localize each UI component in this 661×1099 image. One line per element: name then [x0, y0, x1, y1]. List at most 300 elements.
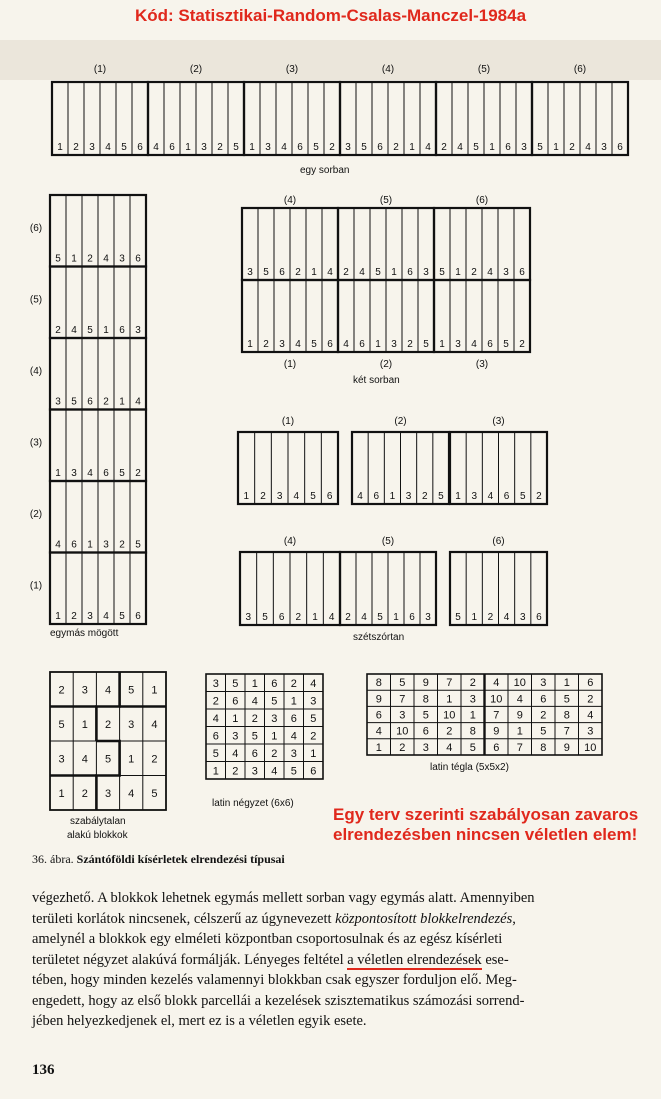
grid-cell: 4 [212, 712, 219, 725]
grid-cell: 7 [446, 677, 453, 690]
plot-number: 2 [73, 142, 79, 153]
block-label: (2) [189, 64, 203, 75]
grid-cell: 4 [251, 695, 258, 708]
caption-latin-tegla: latin tégla (5x5x2) [430, 762, 509, 773]
grid-cell: 3 [469, 693, 476, 706]
plot-number: 3 [391, 339, 397, 350]
plot-number: 3 [455, 339, 461, 350]
plot-number: 5 [55, 253, 61, 265]
figure-caption-title: Szántóföldi kísérletek elrendezési típusai [76, 852, 285, 866]
plot-number: 2 [295, 267, 301, 278]
plot-number: 4 [359, 267, 365, 278]
plot-number: 1 [375, 339, 381, 350]
plot-number: 5 [87, 325, 93, 336]
body-line-3: amelynél a blokkok egy elméleti központban csoportosulnak és az egész kísérleti [32, 931, 503, 947]
body-line-4c: ese- [481, 951, 509, 968]
plot-number: 5 [310, 491, 316, 502]
caption-ket-sorban: két sorban [353, 375, 400, 386]
plot-number: 6 [327, 339, 333, 350]
latin-negyzet-layout [206, 674, 323, 779]
plot-number: 4 [105, 142, 111, 153]
body-line-4-highlight: a véletlen elrendezések [347, 951, 482, 968]
grid-cell: 5 [271, 695, 278, 708]
plot-number: 4 [585, 142, 591, 153]
grid-cell: 1 [375, 741, 382, 754]
plot-number: 4 [293, 491, 300, 502]
plot-number: 5 [121, 142, 127, 153]
plot-number: 6 [169, 142, 175, 153]
plot-number: 6 [119, 325, 125, 336]
plot-number: 4 [103, 611, 109, 622]
plot-number: 4 [487, 491, 494, 502]
grid-cell: 6 [587, 677, 594, 690]
egymas-mogott-block [50, 553, 146, 625]
plot-number: 5 [262, 612, 268, 623]
grid-cell: 3 [271, 712, 278, 725]
grid-cell: 1 [81, 718, 88, 731]
plot-number: 3 [503, 267, 509, 278]
plot-number: 5 [438, 491, 444, 502]
grid-cell: 2 [251, 712, 258, 725]
plot-number: 3 [423, 267, 429, 278]
grid-cell: 2 [81, 787, 88, 800]
plot-number: 1 [249, 142, 255, 153]
plot-number: 1 [489, 142, 495, 153]
ket-sorban-bottom-block [434, 280, 530, 352]
plot-number: 5 [119, 611, 125, 622]
plot-number: 5 [71, 396, 77, 408]
grid-cell: 2 [399, 741, 406, 754]
egymas-mogott-block [50, 481, 146, 553]
block-label: (1) [93, 64, 107, 75]
grid-cell: 7 [563, 725, 570, 738]
block-label: (3) [285, 64, 299, 75]
plot-number: 3 [601, 142, 607, 153]
plot-number: 4 [361, 612, 367, 623]
plot-number: 6 [617, 142, 623, 153]
body-line-2c: , [512, 910, 516, 927]
grid-cell: 4 [587, 709, 594, 722]
grid-cell: 6 [251, 747, 258, 760]
block-label: (1) [29, 580, 43, 592]
grid-cell: 9 [516, 709, 523, 722]
plot-number: 3 [89, 142, 95, 153]
grid-cell: 5 [422, 709, 429, 722]
plot-number: 4 [425, 142, 431, 153]
ket-sorban-top-block [242, 208, 338, 280]
plot-number: 4 [327, 267, 333, 278]
szetszortan-bottom-block [450, 552, 547, 625]
grid-cell: 2 [104, 718, 112, 731]
plot-number: 1 [103, 325, 109, 336]
plot-number: 4 [487, 267, 493, 278]
red-note-line1: Egy terv szerinti szabályosan zavaros [333, 805, 639, 824]
grid-cell: 3 [212, 677, 219, 690]
body-line-7: jében helyezkedjenek el, mert ez is a véletlen egyik esete. [32, 1013, 367, 1029]
grid-cell: 3 [399, 709, 406, 722]
grid-cell: 3 [540, 677, 547, 690]
caption-latin-negyzet: latin négyzet (6x6) [212, 798, 294, 809]
plot-number: 5 [263, 267, 269, 278]
plot-number: 1 [243, 491, 250, 502]
plot-number: 1 [71, 253, 77, 265]
plot-number: 2 [260, 491, 266, 502]
plot-number: 5 [473, 142, 479, 153]
grid-cell: 9 [493, 725, 500, 738]
grid-cell: 1 [151, 684, 158, 697]
caption-egymas-mogott: egymás mögött [50, 628, 119, 639]
grid-cell: 1 [271, 730, 278, 743]
grid-cell: 8 [375, 677, 382, 690]
plot-number: 6 [137, 142, 143, 153]
block-label: (5) [29, 294, 43, 306]
szetszortan-bottom-block [240, 552, 340, 625]
szabalytalan-layout [50, 672, 166, 810]
plot-number: 1 [455, 491, 461, 502]
grid-cell: 7 [399, 693, 406, 706]
plot-number: 5 [375, 267, 381, 278]
grid-cell: 6 [271, 677, 278, 690]
grid-cell: 3 [422, 741, 429, 754]
body-text [32, 888, 632, 1032]
block-label: (1) [283, 359, 297, 370]
szetszortan-layout [238, 416, 547, 625]
plot-number: 2 [519, 339, 525, 350]
red-note-line2: elrendezésben nincsen véletlen elem! [333, 825, 638, 844]
figure-caption-prefix: 36. ábra. [32, 852, 74, 866]
egymas-mogott-layout [30, 195, 146, 624]
grid-cell: 2 [212, 695, 219, 708]
grid-cell: 10 [490, 693, 503, 706]
grid-cell: 2 [232, 765, 239, 778]
grid-cell: 1 [251, 677, 258, 690]
block-label: (3) [492, 416, 505, 427]
egymas-mogott-block [50, 195, 146, 267]
plot-number: 6 [103, 468, 109, 479]
plot-number: 4 [503, 612, 510, 623]
grid-cell: 1 [232, 712, 239, 725]
plot-number: 2 [421, 491, 428, 502]
grid-cell: 1 [446, 693, 453, 706]
grid-cell: 9 [422, 677, 429, 690]
grid-cell: 6 [310, 765, 317, 778]
plot-number: 6 [278, 612, 285, 623]
plot-number: 2 [55, 325, 61, 336]
grid-cell: 9 [375, 693, 382, 706]
block-label: (2) [379, 359, 393, 370]
ket-sorban-bottom-block [242, 280, 338, 352]
plot-number: 1 [439, 339, 445, 350]
grid-cell: 5 [212, 747, 219, 760]
grid-cell: 2 [271, 747, 278, 760]
plot-number: 2 [487, 612, 494, 623]
plot-number: 1 [455, 267, 461, 278]
plot-number: 1 [185, 142, 191, 153]
plot-number: 6 [359, 339, 365, 350]
plot-number: 5 [377, 612, 383, 623]
plot-number: 6 [407, 267, 413, 278]
plot-number: 2 [119, 539, 125, 551]
plot-number: 6 [87, 396, 93, 408]
plot-number: 4 [135, 396, 141, 408]
plot-number: 5 [119, 468, 125, 479]
grid-cell: 6 [212, 730, 219, 743]
grid-cell: 1 [290, 695, 297, 708]
plot-number: 2 [87, 253, 93, 265]
plot-number: 3 [521, 142, 527, 153]
plot-number: 2 [393, 142, 399, 153]
grid-cell: 4 [310, 677, 317, 690]
egy-sorban-block [532, 82, 628, 155]
grid-cell: 10 [396, 725, 409, 738]
grid-cell: 4 [493, 677, 500, 690]
plot-number: 1 [57, 142, 63, 153]
plot-number: 1 [87, 539, 93, 551]
plot-number: 1 [393, 612, 399, 623]
grid-cell: 1 [563, 677, 570, 690]
plot-number: 4 [295, 339, 301, 350]
grid-cell: 9 [563, 741, 570, 754]
grid-cell: 5 [399, 677, 406, 690]
grid-cell: 5 [310, 712, 317, 725]
egymas-mogott-block [50, 338, 146, 410]
ket-sorban-top-block [434, 208, 530, 280]
grid-cell: 7 [493, 709, 500, 722]
plot-number: 3 [201, 142, 207, 153]
grid-cell: 3 [251, 765, 258, 778]
egy-sorban-block [244, 82, 340, 155]
block-label: (6) [492, 536, 505, 547]
plot-number: 4 [55, 539, 61, 551]
grid-cell: 2 [58, 684, 65, 697]
plot-number: 2 [569, 142, 575, 153]
latin-negyzet-grid [206, 674, 323, 779]
plot-number: 4 [87, 468, 93, 479]
plot-number: 3 [103, 539, 109, 551]
plot-number: 6 [373, 491, 380, 502]
grid-cell: 8 [469, 725, 476, 738]
szetszortan-top-block [450, 432, 547, 504]
plot-number: 1 [409, 142, 415, 153]
plot-number: 6 [519, 267, 525, 278]
body-line-6: engedett, hogy az első blokk parcellái a kezelések szisztematikus számozási sorrend- [32, 992, 525, 1009]
plot-number: 2 [345, 612, 351, 623]
plot-number: 6 [279, 267, 285, 278]
grid-cell: 6 [493, 741, 500, 754]
block-label: (2) [394, 416, 407, 427]
grid-cell: 3 [587, 725, 594, 738]
egymas-mogott-block [50, 267, 146, 339]
grid-cell: 6 [290, 712, 297, 725]
grid-cell: 4 [151, 718, 158, 731]
grid-cell: 1 [128, 753, 135, 766]
plot-number: 2 [295, 612, 302, 623]
body-line-2 [32, 909, 632, 930]
latin-tegla-layout [367, 674, 602, 755]
plot-number: 3 [265, 142, 271, 153]
plot-number: 1 [312, 612, 318, 623]
body-line-4 [32, 950, 632, 971]
grid-cell: 1 [58, 787, 65, 800]
szetszortan-top-block [238, 432, 338, 504]
grid-cell: 10 [443, 709, 456, 722]
plot-number: 2 [407, 339, 413, 350]
plot-number: 4 [103, 253, 109, 265]
plot-number: 2 [329, 142, 335, 153]
grid-cell: 6 [540, 693, 547, 706]
plot-number: 3 [425, 612, 431, 623]
plot-number: 2 [441, 142, 447, 153]
plot-number: 2 [103, 396, 109, 408]
plot-number: 1 [391, 267, 397, 278]
block-label: (5) [477, 64, 491, 75]
code-title: Kód: Statisztikai-Random-Csalas-Manczel-1984a [134, 6, 527, 25]
grid-cell: 5 [540, 725, 547, 738]
plot-number: 5 [311, 339, 317, 350]
grid-cell: 3 [81, 684, 88, 697]
grid-cell: 10 [584, 741, 597, 754]
plot-number: 6 [409, 612, 415, 623]
block-label: (1) [281, 416, 295, 427]
plot-number: 2 [343, 267, 349, 278]
plot-number: 1 [389, 491, 396, 502]
plot-number: 3 [119, 253, 125, 265]
caption-szetszortan: szétszórtan [353, 632, 405, 643]
plot-number: 6 [135, 253, 141, 265]
plot-number: 3 [276, 491, 283, 502]
szetszortan-top-block [352, 432, 449, 504]
grid-cell: 4 [375, 725, 382, 738]
plot-number: 6 [135, 611, 141, 622]
block-label: (6) [573, 64, 587, 75]
grid-cell: 1 [212, 765, 219, 778]
grid-cell: 5 [104, 753, 112, 766]
plot-number: 5 [455, 612, 461, 623]
ket-sorban-top-block [338, 208, 434, 280]
plot-number: 3 [279, 339, 285, 350]
block-label: (4) [381, 64, 395, 75]
grid-cell: 2 [446, 725, 453, 738]
plot-number: 1 [247, 339, 253, 350]
grid-cell: 5 [251, 730, 258, 743]
grid-cell: 6 [422, 725, 429, 738]
plot-number: 6 [71, 539, 77, 551]
grid-cell: 5 [58, 718, 65, 731]
grid-cell: 5 [151, 787, 158, 800]
block-label: (3) [475, 359, 489, 370]
plot-number: 4 [457, 142, 463, 153]
grid-cell: 5 [290, 765, 297, 778]
grid-cell: 3 [58, 753, 65, 766]
body-line-5: tében, hogy minden kezelés valamennyi blokkban csak egyszer forduljon elő. Meg- [32, 972, 517, 988]
plot-number: 1 [55, 611, 61, 622]
body-line-2a: területi korlátok nincsenek, célszerű az úgynevezett [32, 910, 336, 927]
grid-cell: 4 [104, 684, 112, 697]
grid-cell: 4 [232, 747, 239, 760]
plot-number: 6 [536, 612, 542, 623]
grid-cell: 8 [563, 709, 570, 722]
ket-sorban-layout [242, 195, 530, 370]
plot-number: 4 [343, 339, 349, 350]
plot-number: 2 [536, 491, 542, 502]
plot-number: 5 [233, 142, 239, 153]
egymas-mogott-block [50, 410, 146, 482]
grid-cell: 4 [446, 741, 453, 754]
grid-cell: 7 [516, 741, 523, 754]
block-label: (6) [29, 223, 43, 234]
grid-cell: 1 [516, 725, 523, 738]
grid-cell: 3 [128, 718, 135, 731]
plot-number: 3 [55, 396, 61, 408]
plot-number: 2 [135, 468, 141, 479]
block-label: (6) [475, 195, 489, 206]
grid-cell: 1 [469, 709, 476, 722]
plot-number: 5 [361, 142, 367, 153]
body-line-4a: területet négyzet alakúvá formálják. Lényeges feltétel [32, 951, 348, 968]
egy-sorban-block [148, 82, 244, 155]
plot-number: 3 [345, 142, 351, 153]
grid-cell: 5 [232, 677, 239, 690]
plot-number: 2 [263, 339, 269, 350]
grid-cell: 3 [290, 747, 297, 760]
plot-number: 5 [439, 267, 445, 278]
plot-number: 4 [153, 142, 159, 153]
block-label: (4) [29, 366, 43, 377]
plot-number: 6 [503, 491, 510, 502]
plot-number: 1 [119, 396, 125, 408]
block-label: (5) [381, 536, 395, 547]
plot-number: 5 [537, 142, 543, 153]
plot-number: 2 [71, 611, 77, 622]
grid-cell: 6 [375, 709, 382, 722]
page-number: 136 [32, 1062, 55, 1078]
plot-number: 3 [519, 612, 526, 623]
grid-cell: 2 [151, 753, 158, 766]
plot-number: 1 [311, 267, 317, 278]
grid-cell: 3 [310, 695, 317, 708]
szetszortan-bottom-block [340, 552, 436, 625]
grid-cell: 5 [563, 693, 570, 706]
grid-cell: 5 [128, 684, 135, 697]
block-label: (2) [29, 509, 43, 520]
plot-number: 3 [135, 325, 141, 336]
grid-cell: 8 [540, 741, 547, 754]
plot-number: 6 [487, 339, 493, 350]
plot-number: 1 [553, 142, 559, 153]
grid-cell: 6 [232, 695, 239, 708]
grid-cell: 2 [290, 677, 297, 690]
caption-szabalytalan-2: alakú blokkok [67, 830, 128, 841]
grid-cell: 10 [513, 677, 526, 690]
plot-number: 5 [135, 539, 141, 551]
body-line-2-italic: központosított blokkelrendezés [335, 910, 513, 927]
grid-cell: 1 [310, 747, 317, 760]
plot-number: 3 [247, 267, 253, 278]
plot-number: 5 [423, 339, 429, 350]
egy-sorban-layout [52, 64, 628, 155]
grid-cell: 8 [422, 693, 429, 706]
egy-sorban-block [436, 82, 532, 155]
plot-number: 3 [405, 491, 412, 502]
egy-sorban-block [52, 82, 148, 155]
plot-number: 4 [71, 325, 77, 336]
plot-number: 1 [55, 468, 61, 479]
grid-cell: 4 [290, 730, 297, 743]
grid-cell: 4 [81, 753, 88, 766]
grid-cell: 5 [469, 741, 476, 754]
block-label: (3) [29, 437, 43, 449]
ket-sorban-bottom-block [338, 280, 434, 352]
